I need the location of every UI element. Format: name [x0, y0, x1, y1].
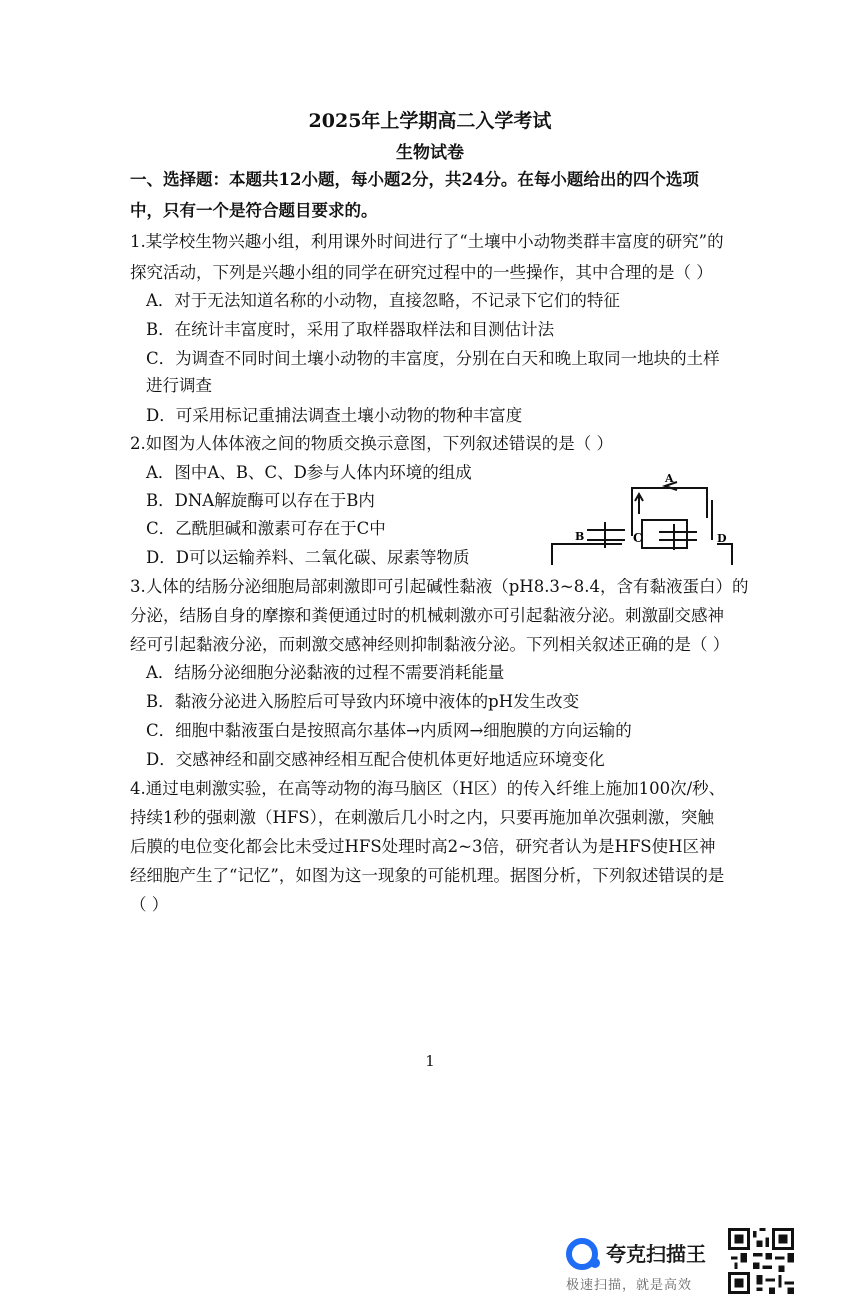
- body-fluid-exchange-diagram: [547, 470, 737, 570]
- q3-stem-line1: 3.人体的结肠分泌细胞局部刺激即可引起碱性黏液（pH8.3~8.4，含有黏液蛋白）的: [130, 577, 749, 596]
- q2-option-c: C．乙酰胆碱和激素可存在于C中: [146, 519, 386, 538]
- q1-option-d: D．可采用标记重捕法调查土壤小动物的物种丰富度: [146, 406, 523, 425]
- quark-logo-icon: [566, 1238, 598, 1270]
- q1-option-a: A．对于无法知道名称的小动物，直接忽略，不记录下它们的特征: [146, 291, 620, 310]
- q4-stem-line1: 4.通过电刺激实验，在高等动物的海马脑区（H区）的传入纤维上施加100次/秒、: [130, 779, 726, 798]
- q3-option-b: B．黏液分泌进入肠腔后可导致内环境中液体的pH发生改变: [146, 692, 580, 711]
- q2-option-d: D．D可以运输养料、二氧化碳、尿素等物质: [146, 548, 470, 567]
- section-heading-line2: 中，只有一个是符合题目要求的。: [130, 201, 378, 220]
- diagram-label-a: A: [665, 472, 674, 485]
- section-heading-line1: 一、选择题：本题共12小题，每小题2分，共24分。在每小题给出的四个选项: [130, 170, 699, 189]
- exam-title: 2025年上学期高二入学考试: [308, 110, 552, 132]
- q3-option-c: C．细胞中黏液蛋白是按照高尔基体→内质网→细胞膜的方向运输的: [146, 721, 632, 740]
- diagram-label-d: D: [717, 532, 727, 545]
- exam-subtitle: 生物试卷: [396, 143, 464, 163]
- q3-stem-line3: 经可引起黏液分泌，而刺激交感神经则抑制黏液分泌。下列相关叙述正确的是（ ）: [130, 635, 730, 654]
- q1-option-c-line1: C．为调查不同时间土壤小动物的丰富度，分别在白天和晚上取同一地块的土样: [146, 349, 720, 368]
- q4-stem-line5: （ ）: [130, 895, 169, 914]
- q1-stem-line1: 1.某学校生物兴趣小组，利用课外时间进行了“土壤中小动物类群丰富度的研究”的: [130, 232, 724, 251]
- q1-stem-line2: 探究活动，下列是兴趣小组的同学在研究过程中的一些操作，其中合理的是（ ）: [130, 263, 713, 282]
- page-number: 1: [425, 1052, 435, 1070]
- q4-stem-line4: 经细胞产生了“记忆”，如图为这一现象的可能机理。据图分析，下列叙述错误的是: [130, 866, 725, 885]
- q3-option-a: A．结肠分泌细胞分泌黏液的过程不需要消耗能量: [146, 663, 505, 682]
- diagram-label-b: B: [575, 530, 585, 543]
- q1-option-b: B．在统计丰富度时，采用了取样器取样法和目测估计法: [146, 320, 555, 339]
- q4-stem-line2: 持续1秒的强刺激（HFS），在刺激后几小时之内，只要再施加单次强刺激，突触: [130, 808, 714, 827]
- q2-option-a: A．图中A、B、C、D参与人体内环境的组成: [146, 463, 472, 482]
- diagram-label-c: C: [633, 531, 643, 545]
- q2-stem: 2.如图为人体体液之间的物质交换示意图，下列叙述错误的是（ ）: [130, 434, 613, 453]
- q3-stem-line2: 分泌，结肠自身的摩擦和粪便通过时的机械刺激亦可引起黏液分泌。刺激副交感神: [130, 606, 724, 625]
- brand-slogan: 极速扫描，就是高效: [566, 1278, 693, 1293]
- brand-name: 夸克扫描王: [606, 1242, 706, 1266]
- q3-option-d: D．交感神经和副交感神经相互配合使机体更好地适应环境变化: [146, 750, 605, 769]
- qr-code-icon: [728, 1228, 794, 1294]
- q4-stem-line3: 后膜的电位变化都会比未受过HFS处理时高2~3倍，研究者认为是HFS使H区神: [130, 837, 716, 856]
- scanner-watermark: [566, 1234, 726, 1294]
- q1-option-c-line2: 进行调查: [146, 376, 212, 395]
- q2-option-b: B．DNA解旋酶可以存在于B内: [146, 491, 375, 510]
